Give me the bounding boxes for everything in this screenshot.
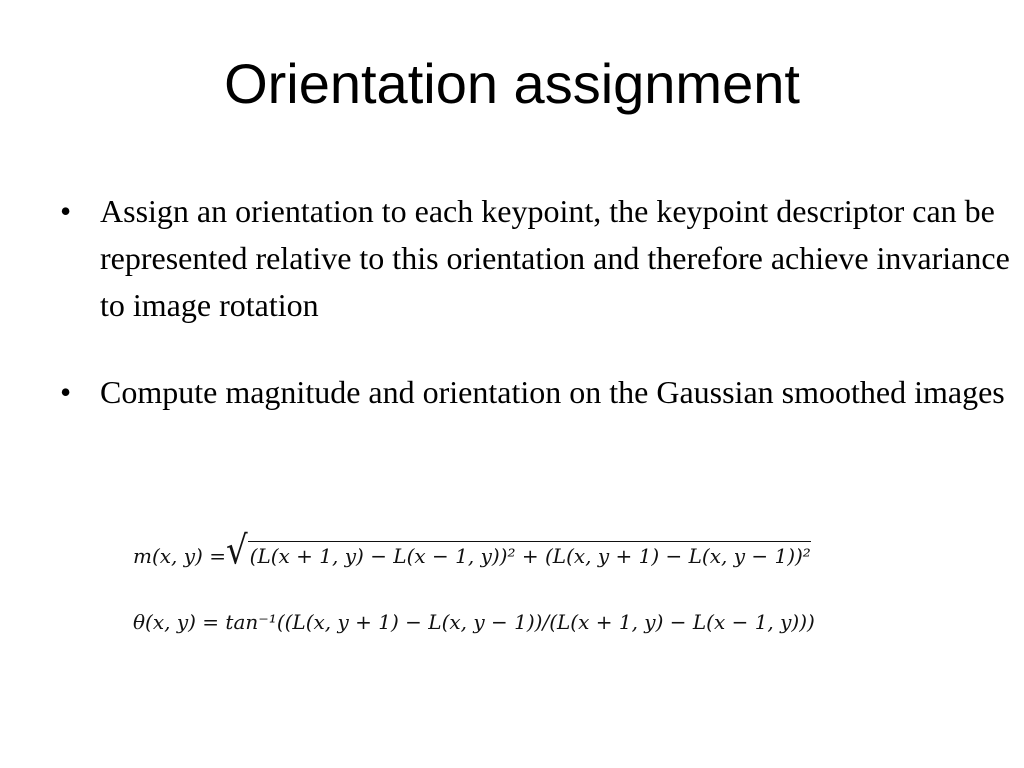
bullet-text: Assign an orientation to each keypoint, the keypoint descriptor can be represented relative to this orientation and therefore achieve invariance to image rotation <box>100 193 1010 323</box>
bullet-dot-icon: • <box>60 193 72 229</box>
bullet-item <box>60 369 1010 416</box>
square-root-icon: √ <box>225 528 248 574</box>
magnitude-equation <box>133 528 933 574</box>
bullet-list <box>60 188 1010 456</box>
slide-title: Orientation assignment <box>224 52 800 115</box>
orientation-formula: θ(x, y) = tan⁻¹((L(x, y + 1) − L(x, y − 1))/(L(x + 1, y) − L(x − 1, y))) <box>133 610 815 634</box>
bullet-item <box>60 188 1010 329</box>
magnitude-lhs: m(x, y) = <box>133 544 226 568</box>
equations-block <box>133 528 933 634</box>
bullet-text: Compute magnitude and orientation on the Gaussian smoothed images <box>100 374 1005 410</box>
bullet-dot-icon: • <box>60 374 72 410</box>
magnitude-rhs: (L(x + 1, y) − L(x − 1, y))² + (L(x, y + 1) − L(x, y − 1))² <box>248 541 811 568</box>
orientation-equation <box>133 594 933 634</box>
